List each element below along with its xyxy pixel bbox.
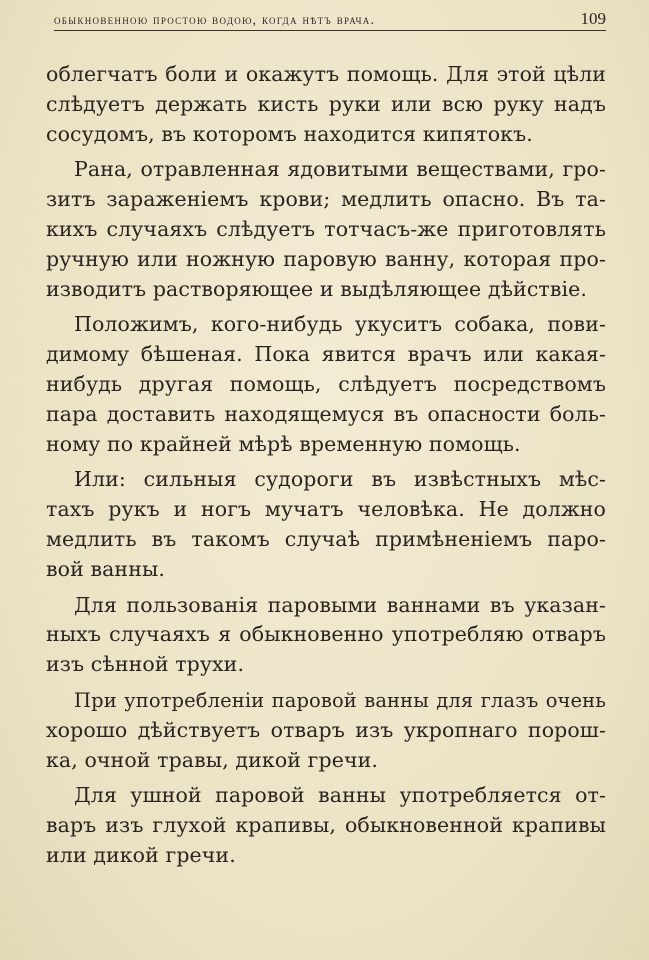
paragraph-ear-bath — [46, 781, 606, 870]
text-line: хорошо дѣйствуетъ отваръ изъ укропнаго порош- — [46, 717, 606, 742]
text-line: слѣдуетъ держать кисть руки или всю руку надъ — [46, 91, 606, 116]
paragraph-poisoned-wound — [46, 155, 606, 304]
text-line: или дикой гречи. — [46, 842, 236, 867]
text-line: вой ванны. — [46, 556, 165, 581]
paragraph-hay-decoction — [46, 591, 606, 680]
text-line: ручную или ножную паровую ванну, которая про- — [46, 246, 606, 271]
text-line: Или: сильныя судороги въ извѣстныхъ мѣс- — [74, 467, 606, 492]
page-number: 109 — [580, 9, 606, 28]
text-line: Положимъ, кого-нибудь укуситъ собака, пови- — [74, 312, 606, 337]
text-line: зитъ зараженіемъ крови; медлить опасно. Въ та- — [46, 187, 606, 212]
paragraph-eye-bath — [46, 686, 606, 775]
running-head — [54, 8, 606, 31]
text-line: ныхъ случаяхъ я обыкновенно употребляю отваръ — [46, 622, 606, 647]
text-line: тахъ рукъ и ногъ мучатъ человѣка. Не должно — [46, 497, 606, 522]
text-line: Для пользованія паровыми ваннами въ указан- — [74, 592, 606, 617]
text-line: облегчатъ боли и окажутъ помощь. Для этой цѣли — [46, 62, 606, 86]
text-line: сосудомъ, въ которомъ находится кипятокъ. — [46, 121, 533, 146]
paragraph-dog-bite — [46, 310, 606, 459]
text-line: нибудь другая помощь, слѣдуетъ посредствомъ — [46, 371, 606, 396]
text-line: варъ изъ глухой крапивы, обыкновенной крапивы — [46, 813, 606, 838]
text-line: Рана, отравленная ядовитыми веществами, гро- — [74, 157, 606, 182]
text-line: кихъ случаяхъ слѣдуетъ тотчасъ-же приготовлять — [46, 216, 606, 241]
text-line: димому бѣшеная. Пока явится врачъ или какая- — [46, 342, 606, 367]
text-line: изводитъ растворяющее и выдѣляющее дѣйствіе. — [46, 276, 587, 301]
running-title: обыкновенною простою водою, когда нѣтъ врача. — [54, 12, 376, 27]
text-line: ка, очной травы, дикой гречи. — [46, 747, 378, 772]
text-line: пара доставить находящемуся въ опасности боль- — [46, 401, 606, 426]
text-line: медлить въ такомъ случаѣ примѣненіемъ паро- — [46, 526, 606, 551]
text-line: При употребленіи паровой ванны для глазъ очень — [74, 688, 606, 712]
text-line: Для ушной паровой ванны употребляется от- — [74, 783, 606, 808]
text-line: изъ сѣнной трухи. — [46, 652, 245, 677]
paragraph-cramps — [46, 465, 606, 584]
text-line: ному по крайней мѣрѣ временную помощь. — [46, 431, 521, 456]
body-text — [46, 60, 606, 871]
paragraph-continuation — [46, 60, 606, 149]
